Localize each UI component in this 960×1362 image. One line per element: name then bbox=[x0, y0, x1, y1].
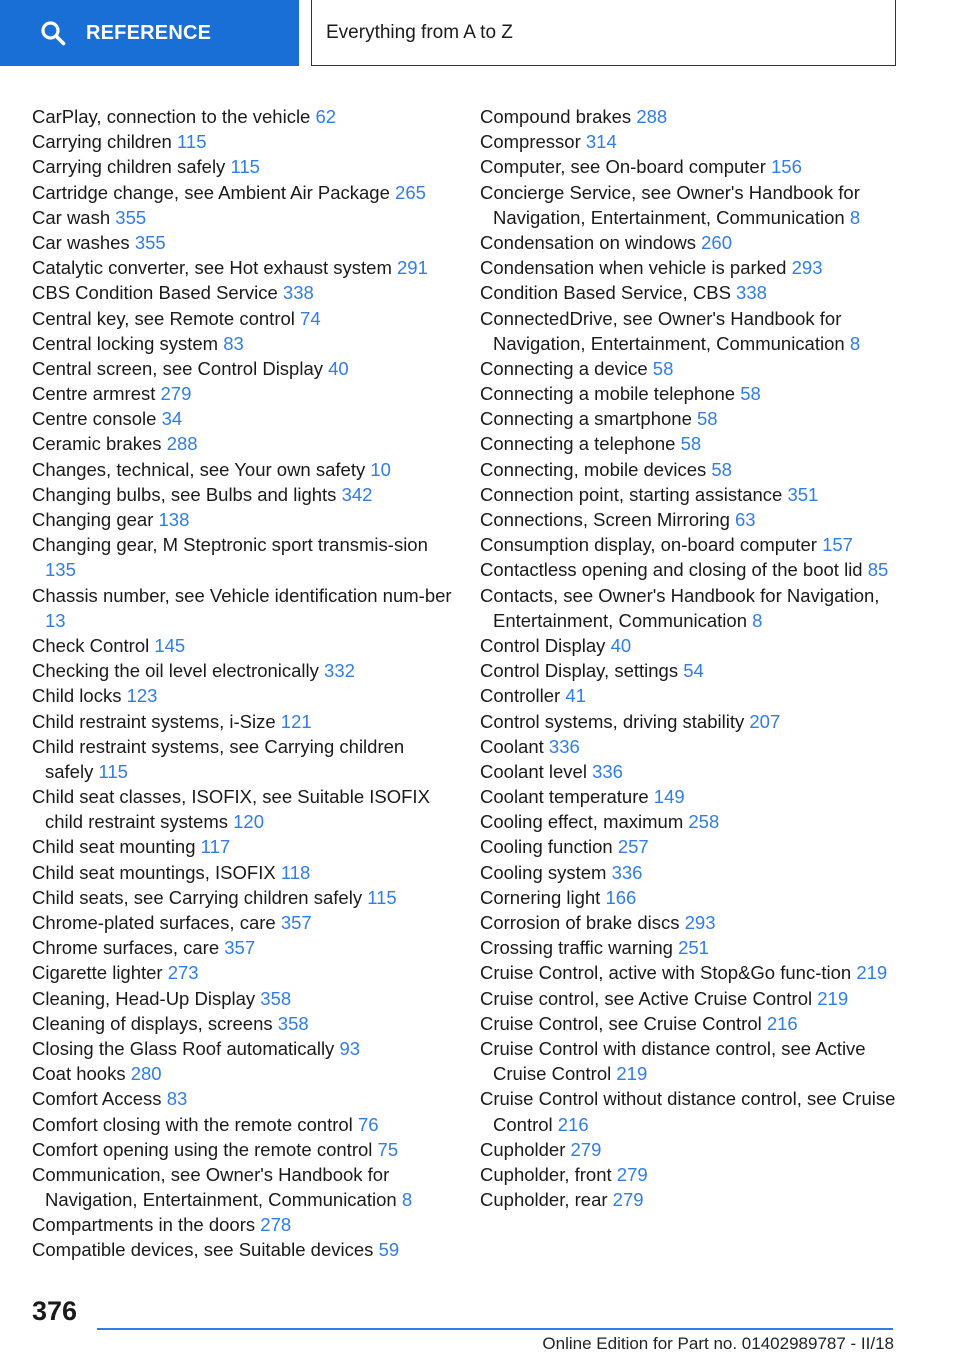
index-entry bbox=[32, 1212, 452, 1237]
index-entry-text: Cooling function bbox=[480, 836, 613, 858]
footer-divider bbox=[97, 1328, 893, 1330]
index-entry bbox=[32, 154, 452, 179]
index-entry bbox=[480, 532, 900, 557]
index-entry bbox=[480, 306, 900, 356]
index-entry-text: Child seat classes, ISOFIX, see Suitable ISOFIX child restraint systems bbox=[32, 786, 430, 833]
index-entry-text: Centre armrest bbox=[32, 383, 156, 405]
page-link[interactable]: 279 bbox=[616, 1163, 648, 1185]
index-entry bbox=[32, 457, 452, 482]
page-link[interactable]: 355 bbox=[134, 231, 166, 253]
index-entry bbox=[32, 633, 452, 658]
page-link[interactable]: 115 bbox=[98, 760, 128, 782]
index-entry-text: Child restraint systems, see Carrying children safely bbox=[32, 735, 405, 782]
index-entry-text: Cooling effect, maximum bbox=[480, 811, 684, 833]
index-entry-text: Chassis number, see Vehicle identification num-ber bbox=[32, 584, 452, 606]
page-link[interactable]: 8 bbox=[849, 332, 861, 354]
index-entry bbox=[32, 834, 452, 859]
index-entry bbox=[480, 986, 900, 1011]
page-link[interactable]: 332 bbox=[324, 660, 355, 682]
index-entry bbox=[480, 734, 900, 759]
page-link[interactable]: 54 bbox=[683, 660, 704, 682]
page-link[interactable]: 58 bbox=[652, 357, 674, 379]
index-entry bbox=[32, 935, 452, 960]
index-entry bbox=[32, 1162, 452, 1212]
index-entry bbox=[32, 1137, 452, 1162]
index-entry-text: Closing the Glass Roof automatically bbox=[32, 1037, 335, 1059]
index-entry-text: Cleaning of displays, screens bbox=[32, 1012, 273, 1034]
page-link[interactable]: 115 bbox=[230, 156, 260, 178]
page-link[interactable]: 115 bbox=[367, 886, 397, 908]
index-entry-text: Changing gear, M Steptronic sport transmis-sion bbox=[32, 534, 428, 556]
index-column-left bbox=[32, 104, 452, 1263]
index-entry-text: ConnectedDrive, see Owner's Handbook for Navigation, Entertainment, Communication bbox=[480, 307, 845, 354]
index-entry-text: Changing bulbs, see Bulbs and lights bbox=[32, 483, 337, 505]
page-link[interactable]: 13 bbox=[45, 609, 66, 631]
page-link[interactable]: 342 bbox=[341, 483, 373, 505]
index-entry-text: Car washes bbox=[32, 231, 130, 253]
page-link[interactable]: 40 bbox=[610, 634, 632, 656]
index-entry-text: Condensation on windows bbox=[480, 231, 696, 253]
index-entry bbox=[32, 507, 452, 532]
index-entry-text: Central locking system bbox=[32, 332, 219, 354]
index-entry-text: Changing gear bbox=[32, 509, 154, 530]
index-entry bbox=[480, 154, 900, 179]
page-number: 376 bbox=[32, 1296, 78, 1326]
index-entry-text: Centre console bbox=[32, 408, 157, 430]
page-link[interactable]: 207 bbox=[749, 710, 781, 732]
index-entry-text: Catalytic converter, see Hot exhaust system bbox=[32, 257, 392, 279]
index-entry-text: Comfort closing with the remote control bbox=[32, 1113, 353, 1135]
index-entry bbox=[480, 1036, 900, 1086]
index-entry bbox=[480, 1137, 900, 1162]
index-entry bbox=[480, 104, 900, 129]
page-link[interactable]: 8 bbox=[752, 609, 763, 631]
index-entry-text: Contactless opening and closing of the boot lid bbox=[480, 559, 863, 581]
page-link[interactable]: 93 bbox=[339, 1037, 361, 1059]
index-entry bbox=[32, 356, 452, 381]
index-entry-text: Consumption display, on-board computer bbox=[480, 534, 817, 556]
page-link[interactable]: 123 bbox=[126, 685, 158, 707]
page-link[interactable]: 63 bbox=[735, 509, 756, 530]
index-entry bbox=[480, 910, 900, 935]
index-entry-text: Child seat mounting bbox=[32, 836, 196, 858]
index-entry-text: Connection point, starting assistance bbox=[480, 483, 783, 505]
index-entry bbox=[480, 633, 900, 658]
index-entry bbox=[32, 986, 452, 1011]
index-entry-text: CBS Condition Based Service bbox=[32, 282, 278, 304]
page-link[interactable]: 85 bbox=[867, 559, 889, 581]
index-entry bbox=[480, 457, 900, 482]
index-entry-text: Connecting, mobile devices bbox=[480, 458, 707, 480]
index-entry-text: Cruise Control without distance control, see Cruise Control bbox=[480, 1088, 896, 1135]
reference-tab[interactable] bbox=[0, 0, 299, 66]
index-entry-text: Cartridge change, see Ambient Air Package bbox=[32, 181, 390, 203]
index-entry-text: Central screen, see Control Display bbox=[32, 357, 323, 379]
index-entry-text: Car wash bbox=[32, 206, 111, 228]
page-link[interactable]: 257 bbox=[617, 836, 649, 858]
page-link[interactable]: 157 bbox=[822, 534, 853, 556]
index-entry bbox=[480, 255, 900, 280]
index-entry-text: Carrying children bbox=[32, 131, 172, 153]
index-entry bbox=[480, 381, 900, 406]
index-entry-text: Communication, see Owner's Handbook for Navigation, Entertainment, Communication bbox=[32, 1163, 397, 1211]
index-entry bbox=[480, 507, 900, 532]
index-entry-text: Coat hooks bbox=[32, 1063, 126, 1085]
index-entry-text: Control Display bbox=[480, 634, 606, 656]
index-entry-text: Cruise Control with distance control, see Active Cruise Control bbox=[480, 1037, 866, 1085]
index-entry-text: Condensation when vehicle is parked bbox=[480, 257, 787, 279]
index-entry-text: Connecting a telephone bbox=[480, 433, 676, 455]
index-entry bbox=[480, 406, 900, 431]
index-entry bbox=[32, 255, 452, 280]
page-link[interactable]: 83 bbox=[223, 332, 244, 354]
page-link[interactable]: 83 bbox=[166, 1088, 188, 1110]
page-link[interactable]: 314 bbox=[585, 131, 617, 153]
index-entry bbox=[32, 910, 452, 935]
index-entry bbox=[32, 784, 452, 834]
index-entry-text: Cruise Control, see Cruise Control bbox=[480, 1012, 762, 1034]
page-link[interactable]: 280 bbox=[130, 1063, 162, 1085]
page-link[interactable]: 138 bbox=[158, 509, 190, 530]
page-link[interactable]: 357 bbox=[280, 912, 312, 933]
index-entry-text: Child seat mountings, ISOFIX bbox=[32, 861, 276, 883]
index-entry bbox=[480, 1011, 900, 1036]
header bbox=[0, 0, 960, 66]
index-entry bbox=[480, 759, 900, 784]
index-entry bbox=[480, 834, 900, 859]
index-entry bbox=[32, 885, 452, 910]
index-entry-text: Changes, technical, see Your own safety bbox=[32, 458, 366, 480]
page-link[interactable]: 338 bbox=[736, 282, 767, 304]
page-link[interactable]: 273 bbox=[167, 962, 199, 984]
index-entry bbox=[480, 809, 900, 834]
page-link[interactable]: 58 bbox=[740, 383, 761, 405]
page-link[interactable]: 279 bbox=[160, 383, 192, 405]
index-entry-text: Child seats, see Carrying children safely bbox=[32, 886, 363, 908]
page-link[interactable]: 358 bbox=[277, 1012, 309, 1034]
index-entry-text: Chrome-plated surfaces, care bbox=[32, 912, 276, 933]
page-link[interactable]: 288 bbox=[636, 106, 668, 127]
page-link[interactable]: 258 bbox=[688, 811, 720, 833]
index-entry-text: Compatible devices, see Suitable devices bbox=[32, 1239, 374, 1261]
index-entry bbox=[480, 935, 900, 960]
page-link[interactable]: 76 bbox=[357, 1113, 379, 1135]
index-entry bbox=[32, 104, 452, 129]
index-entry-text: Chrome surfaces, care bbox=[32, 937, 220, 959]
page-link[interactable]: 34 bbox=[161, 408, 183, 430]
page-link[interactable]: 59 bbox=[378, 1239, 400, 1261]
index-entry-text: Cleaning, Head-Up Display bbox=[32, 987, 256, 1009]
page-link[interactable]: 355 bbox=[115, 206, 147, 228]
index-entry-text: Cupholder, front bbox=[480, 1163, 612, 1185]
index-entry bbox=[480, 129, 900, 154]
index-entry bbox=[32, 1112, 452, 1137]
index-column-right bbox=[480, 104, 900, 1212]
page-link[interactable]: 58 bbox=[680, 433, 702, 455]
page-link[interactable]: 156 bbox=[771, 156, 802, 178]
page-link[interactable]: 145 bbox=[154, 634, 186, 656]
page-link[interactable]: 219 bbox=[616, 1063, 648, 1085]
index-entry bbox=[480, 356, 900, 381]
page-link[interactable]: 251 bbox=[678, 937, 709, 959]
reference-tab-label: REFERENCE bbox=[86, 21, 212, 44]
index-entry bbox=[32, 205, 452, 230]
page-link[interactable]: 351 bbox=[787, 483, 819, 505]
index-entry-text: Comfort opening using the remote control bbox=[32, 1138, 373, 1160]
index-entry-text: Connecting a device bbox=[480, 357, 648, 379]
index-entry bbox=[480, 683, 900, 708]
index-entry-text: Controller bbox=[480, 685, 561, 707]
index-entry bbox=[32, 683, 452, 708]
index-entry-text: Corrosion of brake discs bbox=[480, 912, 680, 933]
page-link[interactable]: 8 bbox=[401, 1189, 413, 1211]
index-entry bbox=[480, 960, 900, 985]
index-entry-text: Computer, see On-board computer bbox=[480, 156, 766, 178]
index-entry bbox=[32, 482, 452, 507]
index-entry bbox=[32, 658, 452, 683]
page-link[interactable]: 279 bbox=[612, 1189, 644, 1211]
index-entry-text: Child locks bbox=[32, 685, 122, 707]
page-link[interactable]: 41 bbox=[565, 685, 586, 707]
index-entry-text: Coolant level bbox=[480, 760, 587, 782]
page-link[interactable]: 358 bbox=[260, 987, 292, 1009]
search-icon bbox=[40, 20, 66, 46]
index-entry bbox=[480, 583, 900, 633]
index-entry bbox=[32, 406, 452, 431]
index-entry bbox=[480, 658, 900, 683]
index-entry-text: Cigarette lighter bbox=[32, 962, 163, 984]
page-link[interactable]: 115 bbox=[176, 131, 207, 153]
index-entry-text: Crossing traffic warning bbox=[480, 937, 673, 959]
page-link[interactable]: 265 bbox=[395, 181, 426, 203]
index-entry bbox=[480, 784, 900, 809]
index-entry bbox=[32, 1237, 452, 1262]
index-entry-text: Contacts, see Owner's Handbook for Navigation, Entertainment, Communication bbox=[480, 584, 880, 631]
page-link[interactable]: 291 bbox=[397, 257, 428, 279]
page-link[interactable]: 336 bbox=[592, 760, 623, 782]
page-link[interactable]: 219 bbox=[817, 987, 849, 1009]
index-entry-text: Connections, Screen Mirroring bbox=[480, 509, 730, 530]
index-entry-text: Child restraint systems, i-Size bbox=[32, 710, 276, 732]
page-link[interactable]: 219 bbox=[856, 962, 888, 984]
index-entry-text: Ceramic brakes bbox=[32, 433, 162, 455]
page-link[interactable]: 260 bbox=[701, 231, 732, 253]
index-entry bbox=[32, 532, 452, 582]
index-entry-text: Connecting a mobile telephone bbox=[480, 383, 736, 405]
page-link[interactable]: 8 bbox=[849, 206, 861, 228]
page-link[interactable]: 40 bbox=[328, 357, 349, 379]
index-entry bbox=[32, 306, 452, 331]
page-link[interactable]: 216 bbox=[766, 1012, 798, 1034]
page-link[interactable]: 74 bbox=[300, 307, 321, 329]
index-entry-text: Condition Based Service, CBS bbox=[480, 282, 731, 304]
index-entry bbox=[32, 709, 452, 734]
page-link[interactable]: 288 bbox=[166, 433, 198, 455]
page-link[interactable]: 58 bbox=[711, 458, 732, 480]
page-link[interactable]: 338 bbox=[282, 282, 314, 304]
index-entry bbox=[32, 230, 452, 255]
index-entry-text: Concierge Service, see Owner's Handbook for Navigation, Entertainment, Communication bbox=[480, 181, 860, 228]
index-entry bbox=[32, 280, 452, 305]
index-entry-text: Control Display, settings bbox=[480, 660, 679, 682]
index-entry bbox=[32, 1086, 452, 1111]
page-link[interactable]: 166 bbox=[605, 886, 637, 908]
page-link[interactable]: 293 bbox=[684, 912, 716, 933]
page-link[interactable]: 135 bbox=[45, 559, 76, 581]
index-entry bbox=[480, 860, 900, 885]
page-link[interactable]: 216 bbox=[557, 1113, 589, 1135]
page-link[interactable]: 58 bbox=[697, 408, 718, 430]
index-entry-text: Comfort Access bbox=[32, 1088, 162, 1110]
index-entry bbox=[32, 860, 452, 885]
index-entry bbox=[480, 885, 900, 910]
index-entry-text: Cruise Control, active with Stop&Go func-tion bbox=[480, 962, 852, 984]
page-link[interactable]: 357 bbox=[224, 937, 256, 959]
index-entry bbox=[480, 230, 900, 255]
index-entry bbox=[32, 1061, 452, 1086]
index-entry bbox=[480, 482, 900, 507]
page-link[interactable]: 279 bbox=[570, 1138, 602, 1160]
index-entry bbox=[32, 734, 452, 784]
section-title: Everything from A to Z bbox=[311, 0, 896, 66]
page-link[interactable]: 75 bbox=[377, 1138, 399, 1160]
page-link[interactable]: 120 bbox=[233, 811, 265, 833]
index-entry bbox=[480, 1187, 900, 1212]
page-link[interactable]: 278 bbox=[260, 1214, 292, 1236]
index-entry bbox=[480, 709, 900, 734]
page-link[interactable]: 121 bbox=[280, 710, 312, 732]
index-entry-text: Control systems, driving stability bbox=[480, 710, 745, 732]
index-entry bbox=[32, 1011, 452, 1036]
index-entry-text: Compound brakes bbox=[480, 106, 632, 127]
index-entry bbox=[32, 381, 452, 406]
index-entry-text: Cupholder bbox=[480, 1138, 566, 1160]
index-entry bbox=[480, 431, 900, 456]
index-entry-text: Cornering light bbox=[480, 886, 601, 908]
index-entry-text: Checking the oil level electronically bbox=[32, 660, 319, 682]
page-link[interactable]: 62 bbox=[315, 106, 337, 127]
page-link[interactable]: 10 bbox=[370, 458, 391, 480]
index-entry bbox=[32, 129, 452, 154]
index-entry bbox=[480, 280, 900, 305]
index-entry bbox=[32, 180, 452, 205]
page-link[interactable]: 118 bbox=[280, 861, 311, 883]
page-link[interactable]: 293 bbox=[791, 257, 823, 279]
index-entry-text: Check Control bbox=[32, 634, 150, 656]
index-entry-text: CarPlay, connection to the vehicle bbox=[32, 106, 311, 127]
index-entry-text: Compressor bbox=[480, 131, 581, 153]
page-link[interactable]: 336 bbox=[611, 861, 643, 883]
index-entry-text: Coolant temperature bbox=[480, 786, 649, 808]
index-entry bbox=[32, 431, 452, 456]
index-entry-text: Coolant bbox=[480, 735, 544, 757]
page-link[interactable]: 117 bbox=[200, 836, 231, 858]
index-entry-text: Cupholder, rear bbox=[480, 1189, 608, 1211]
page-link[interactable]: 149 bbox=[653, 786, 685, 808]
index-entry bbox=[480, 1086, 900, 1136]
index-entry bbox=[480, 180, 900, 230]
index-entry bbox=[32, 331, 452, 356]
page-link[interactable]: 336 bbox=[548, 735, 580, 757]
index-entry-text: Carrying children safely bbox=[32, 156, 226, 178]
index-entry bbox=[32, 1036, 452, 1061]
index-entry-text: Cruise control, see Active Cruise Control bbox=[480, 987, 813, 1009]
index-entry bbox=[32, 960, 452, 985]
edition-info: Online Edition for Part no. 01402989787 - II/18 bbox=[542, 1334, 894, 1353]
index-entry-text: Connecting a smartphone bbox=[480, 408, 692, 430]
index-entry-text: Central key, see Remote control bbox=[32, 307, 295, 329]
index-entry bbox=[32, 583, 452, 633]
index-entry-text: Cooling system bbox=[480, 861, 607, 883]
index-entry bbox=[480, 557, 900, 582]
index-entry-text: Compartments in the doors bbox=[32, 1214, 256, 1236]
index-entry bbox=[480, 1162, 900, 1187]
